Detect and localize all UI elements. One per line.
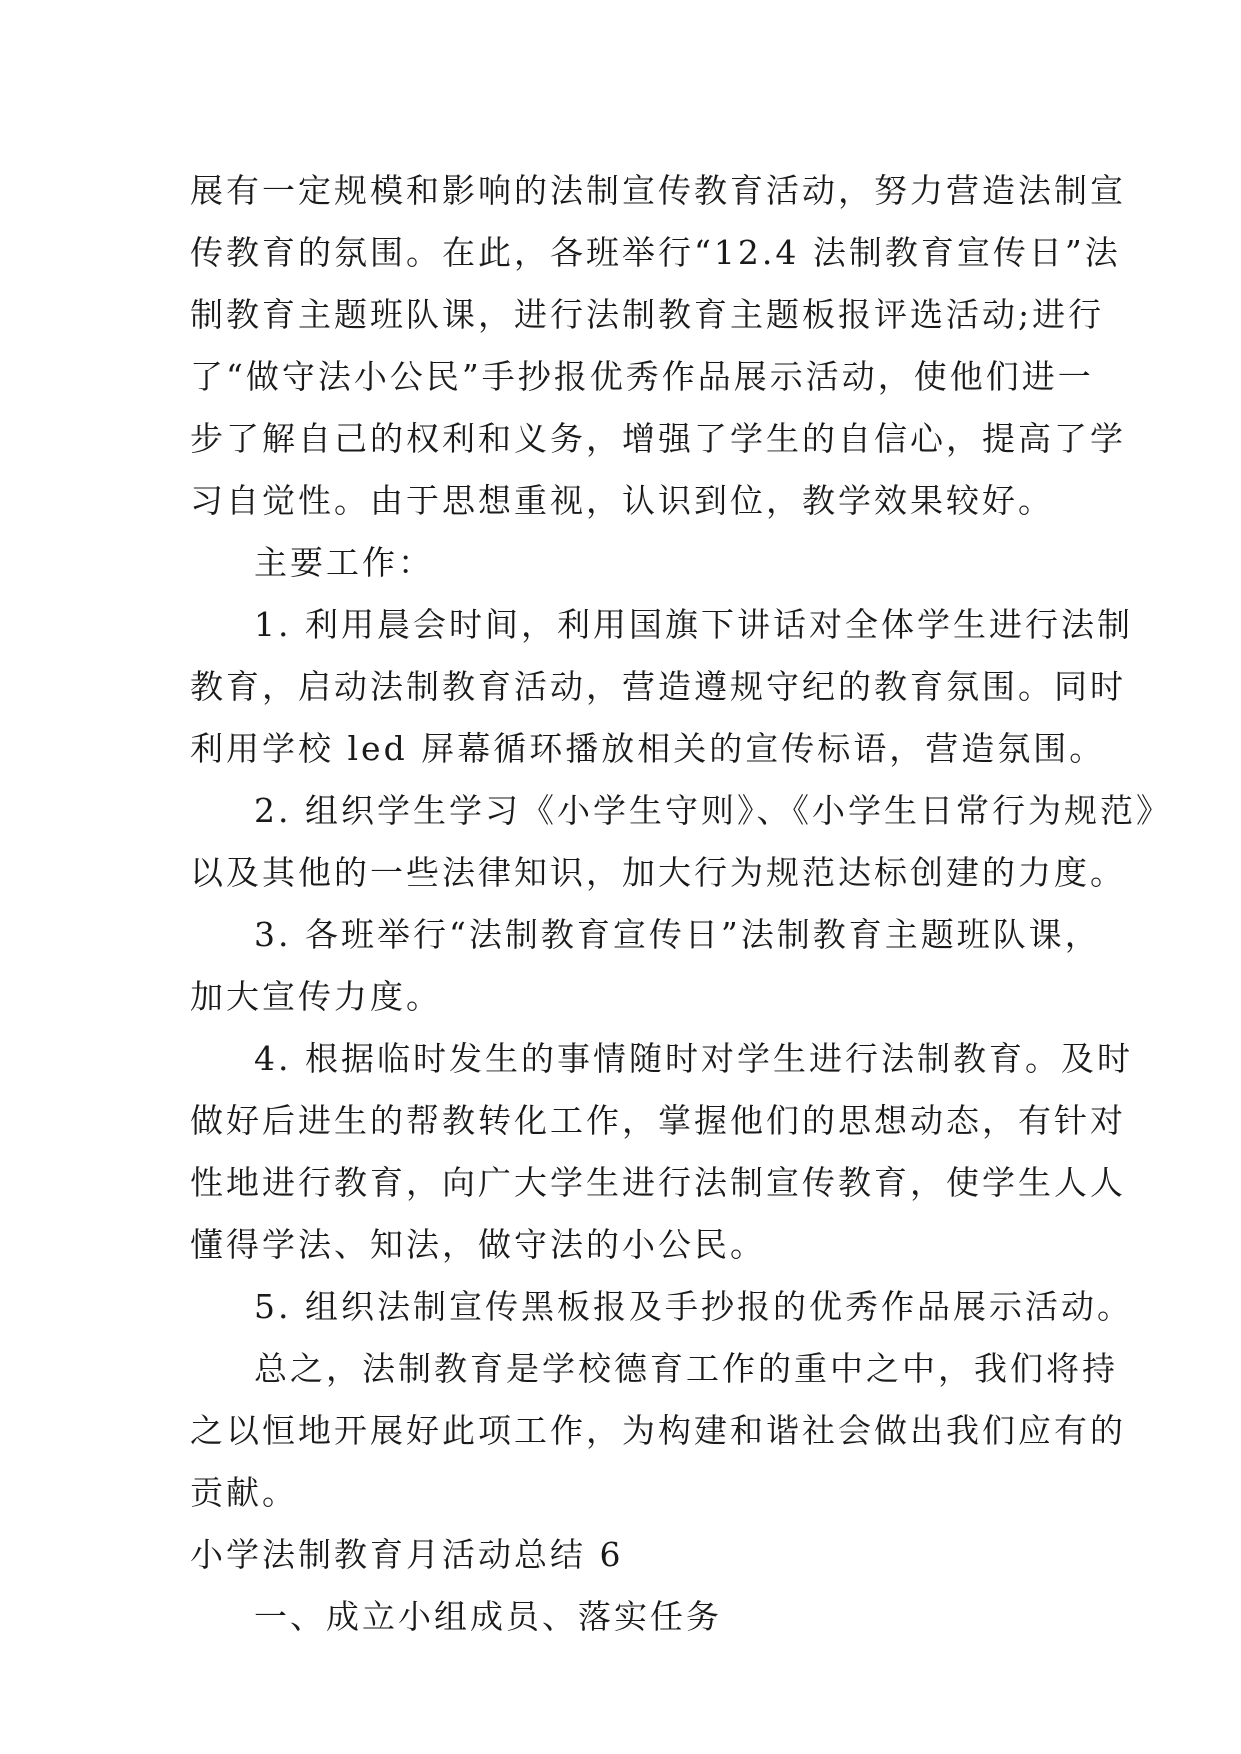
list-item-1: 1. 利用晨会时间，利用国旗下讲话对全体学生进行法制 — [254, 605, 1133, 644]
paragraph-line: 步了解自己的权利和义务，增强了学生的自信心，提高了学 — [190, 419, 1126, 458]
paragraph-line: 利用学校 led 屏幕循环播放相关的宣传标语，营造氛围。 — [190, 729, 1106, 768]
list-item-3: 3. 各班举行“法制教育宣传日”法制教育主题班队课， — [254, 915, 1101, 954]
section-heading-main-work: 主要工作： — [254, 543, 434, 582]
conclusion-paragraph: 总之，法制教育是学校德育工作的重中之中，我们将持 — [254, 1349, 1118, 1388]
section-heading-1: 一、成立小组成员、落实任务 — [254, 1597, 722, 1636]
list-item-2: 2. 组织学生学习《小学生守则》、《小学生日常行为规范》 — [254, 791, 1172, 830]
document-section-title: 小学法制教育月活动总结 6 — [190, 1535, 624, 1574]
paragraph-line: 之以恒地开展好此项工作，为构建和谐社会做出我们应有的 — [190, 1411, 1126, 1450]
paragraph-line: 展有一定规模和影响的法制宣传教育活动，努力营造法制宣 — [190, 171, 1126, 210]
paragraph-line: 习自觉性。由于思想重视，认识到位，教学效果较好。 — [190, 481, 1054, 520]
paragraph-line: 做好后进生的帮教转化工作，掌握他们的思想动态，有针对 — [190, 1101, 1126, 1140]
paragraph-line: 懂得学法、知法，做守法的小公民。 — [190, 1225, 766, 1264]
paragraph-line: 了“做守法小公民”手抄报优秀作品展示活动，使他们进一 — [190, 357, 1094, 396]
paragraph-line: 加大宣传力度。 — [190, 977, 442, 1016]
list-item-4: 4. 根据临时发生的事情随时对学生进行法制教育。及时 — [254, 1039, 1133, 1078]
paragraph-line: 性地进行教育，向广大学生进行法制宣传教育，使学生人人 — [190, 1163, 1126, 1202]
paragraph-line: 制教育主题班队课，进行法制教育主题板报评选活动;进行 — [190, 295, 1105, 334]
paragraph-line: 教育，启动法制教育活动，营造遵规守纪的教育氛围。同时 — [190, 667, 1126, 706]
paragraph-line: 以及其他的一些法律知识，加大行为规范达标创建的力度。 — [190, 853, 1126, 892]
list-item-5: 5. 组织法制宣传黑板报及手抄报的优秀作品展示活动。 — [254, 1287, 1133, 1326]
paragraph-line: 传教育的氛围。在此，各班举行“12.4 法制教育宣传日”法 — [190, 233, 1121, 272]
paragraph-line: 贡献。 — [190, 1473, 298, 1512]
document-body — [190, 160, 1172, 1648]
